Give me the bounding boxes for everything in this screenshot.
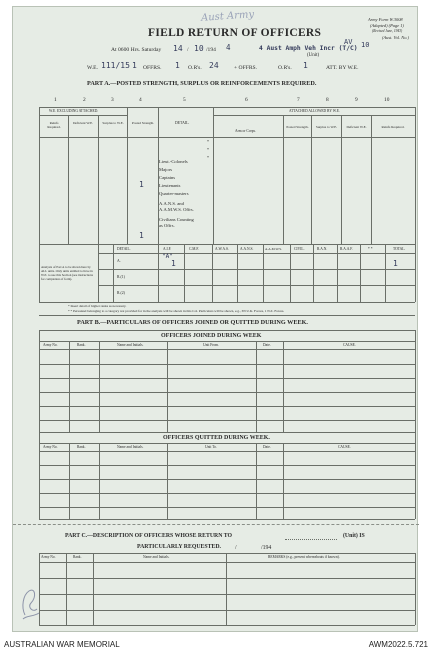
- analysis-header: * *: [368, 247, 373, 251]
- we-excluding-header: W.E. EXCLUDING ATTACHED.: [49, 109, 99, 113]
- quitted-header: Date.: [263, 445, 271, 449]
- rank-label: Civilians Counting: [159, 217, 194, 222]
- quitted-header: Name and Initials.: [117, 445, 144, 449]
- part-c-line2-end: /194: [261, 545, 272, 551]
- unit-name: 4 Aust Amph Veh Incr (T/C): [259, 45, 358, 52]
- joined-header: Name and Initials.: [117, 343, 144, 347]
- part-a-title: PART A.—POSTED STRENGTH, SURPLUS OR REINFORCEMENTS REQUIRED.: [87, 80, 317, 87]
- joined-header: CAUSE.: [343, 343, 356, 347]
- att-label: ATT. BY W.E.: [326, 65, 359, 71]
- date-day: 14: [173, 44, 183, 53]
- col-number: 7: [297, 97, 300, 103]
- analysis-note: Analysis of Part A to be shown here by ALL units. Only units entitled to have in W.E. to use this Section (see instructions for completion of form).: [41, 265, 93, 281]
- col-header-reinfs: Reinfs Required.: [47, 121, 61, 129]
- part-b-title: PART B.—PARTICULARS OF OFFICERS JOINED OR QUITTED DURING WEEK.: [77, 319, 308, 326]
- col-number: 10: [384, 97, 390, 103]
- analysis-row-label: R.(1): [117, 275, 125, 279]
- col-header-surplus-att: Surplus to W.E.: [315, 125, 338, 129]
- form-sheet: Aust Army Army Form W.3008 (Adapted) (Page 1) (Revised June, 1943) (Aust. Vol. No.) FIELD RETURN OF OFFICERS At 0600 Hrs. Saturday 14 / 10 /194 4 4 Aust Amph Veh Incr (T/C) AV 10 (Unit) W.E. 111/15 1 OFFRS. 1 O.R's. 24 + OFFRS. O.R's. 1 ATT. BY W.E. PART A.—POSTED STRENGTH, SURPLUS OR REINFORCEMENTS REQUIRED. 1 2 3 4 5 6 7 8 9 10 W.E. EXCLUDING ATTACHED. ATTACHED ALLOWED BY W.E. Reinfs Required. Deficient W.E. Surplus to W.E. Posted Strength. DETAIL. Arm or Corps. Posted Strength. Surplus to W.E. Deficient W.E. Reinfs Required. * * * Lieut.-Colonels Majors Captains Lieutenants Quarter-masters A.A.N.S. and A.A.M.W.S. Offrs. Civilians Counting as Offrs. 1 1 Analysis of Part A to be shown here by ALL units. Only units entitled to have in W.E. to use this Section (see instructions for completion of form). DETAIL. A. R.(1) R.(2) A.I.F. C.M.F. A.W.A.S. A.A.N.S. A.A.M.W.S. CIVIL. R.A.N. R.A.A.F. * * TOTAL. "A" 1 1 * Insert detail of higher ranks as necessary. * * Personnel belonging to a category not provided for in the analysis will be shown in this Col. Particulars will be shown, e.g., 3N U.K. Forces, 1 N.Z. Forces. PART B.—PARTICULARS OF OFFICERS JOINED OR QUITTED DURING WEEK. OFFICERS JOINED DURING WEEK Army No. Rank. Name and Initials. Unit From. Date. CAUSE. OFFICERS QUITTED DURING WEEK. Army No. Rank. Name and Initials. Unit To. Date. CAUSE. PART C.—DESCRIPTION OF OFFICERS WHOSE RETURN TO (Unit) IS PARTICULARLY REQUESTED. / /194 Army No. Rank. Name and Initials. REMARKS (e.g., present whereabouts if known).: [12, 6, 418, 632]
- analysis-detail-label: DETAIL.: [117, 247, 131, 251]
- form-id-line1: Army Form W.3008: [368, 17, 403, 22]
- analysis-header: A.A.N.S.: [240, 247, 254, 251]
- footnote-2: * * Personnel belonging to a category not provided for in the analysis will be shown in this Col. Particulars will be shown, e.g., 3N U.K. Forces, 1 N.Z. Forces.: [68, 309, 285, 313]
- offrs-value: 1: [175, 61, 180, 70]
- at-label: At 0600 Hrs. Saturday: [111, 47, 162, 53]
- joined-header: Army No.: [43, 343, 58, 347]
- col-number: 3: [111, 97, 114, 103]
- rank-label: Quarter-masters: [159, 191, 189, 196]
- rank-label: Majors: [159, 167, 173, 172]
- unit-code: AV: [344, 38, 353, 46]
- analysis-header: A.I.F.: [163, 247, 172, 251]
- posted-strength-total: 1: [139, 231, 144, 240]
- form-id-line3: (Revised June, 1943): [372, 29, 403, 33]
- analysis-header: A.A.M.W.S.: [265, 247, 282, 251]
- col-header-arm: Arm or Corps.: [235, 129, 256, 133]
- form-id-line4: (Aust. Vol. No.): [382, 35, 409, 40]
- col-header-posted-att: Posted Strength.: [286, 125, 309, 129]
- col-number: 9: [355, 97, 358, 103]
- unit-label: (Unit): [307, 53, 320, 58]
- footnote-1: * Insert detail of higher ranks as necessary.: [68, 304, 127, 308]
- rank-label: A.A.M.W.S. Offrs.: [159, 207, 194, 212]
- we-extra: 1: [132, 61, 137, 70]
- joined-header: Rank.: [77, 343, 86, 347]
- aif-mark: "A": [162, 253, 173, 260]
- posted-strength-lieut: 1: [139, 180, 144, 189]
- pencil-scribble-icon: [17, 585, 43, 621]
- we-label: W.E.: [87, 65, 98, 71]
- col-number: 8: [326, 97, 329, 103]
- grid-line: [39, 107, 415, 108]
- part-c-line1-end: (Unit) IS: [343, 533, 365, 539]
- quitted-header: Army No.: [43, 445, 58, 449]
- analysis-header: A.W.A.S.: [215, 247, 229, 251]
- analysis-row-label: A.: [117, 259, 121, 263]
- part-c-header: Name and Initials.: [143, 555, 170, 559]
- footer-right: AWM2022.5.721: [368, 640, 428, 649]
- col-header-deficient-att: Deficient W.E.: [346, 125, 367, 129]
- quitted-header: Rank.: [77, 445, 86, 449]
- joined-header: Unit From.: [203, 343, 219, 347]
- col-number: 1: [54, 97, 57, 103]
- analysis-header: R.A.N.: [317, 247, 328, 251]
- part-c-header: REMARKS (e.g., present whereabouts if known).: [268, 555, 340, 559]
- col-header-surplus: Surplus to W.E.: [102, 121, 124, 125]
- quitted-header: Unit To.: [205, 445, 217, 449]
- ors2-value: 1: [303, 61, 308, 70]
- date-month: 10: [194, 44, 204, 53]
- analysis-header: C.M.F.: [189, 247, 199, 251]
- quitted-title: OFFICERS QUITTED DURING WEEK.: [163, 435, 270, 441]
- col-header-posted: Posted Strength.: [131, 121, 155, 125]
- offrs2-label: + OFFRS.: [234, 65, 258, 71]
- we-value: 111/15: [101, 61, 130, 70]
- rank-label: as Offrs.: [159, 223, 175, 228]
- form-id-line2: (Adapted) (Page 1): [370, 23, 404, 28]
- aif-value: 1: [171, 259, 176, 268]
- rank-label: Captains: [159, 175, 176, 180]
- analysis-row-label: R.(2): [117, 291, 125, 295]
- analysis-header: R.A.A.F.: [340, 247, 353, 251]
- part-c-line1: PART C.—DESCRIPTION OF OFFICERS WHOSE RETURN TO: [65, 533, 233, 539]
- col-header-deficient: Deficient W.E.: [72, 121, 94, 125]
- ors2-label: O.R's.: [278, 65, 292, 71]
- rank-label: A.A.N.S. and: [159, 201, 184, 206]
- part-c-header: Rank.: [73, 555, 82, 559]
- rank-label: Lieutenants: [159, 183, 181, 188]
- analysis-header: CIVIL.: [294, 247, 305, 251]
- analysis-header: TOTAL.: [393, 247, 406, 251]
- part-c-header: Army No.: [41, 555, 56, 559]
- footer-left: AUSTRALIAN WAR MEMORIAL: [4, 640, 120, 649]
- footer-bar: [0, 637, 432, 653]
- unit-num: 10: [361, 41, 370, 49]
- col-number: 6: [245, 97, 248, 103]
- attached-header: ATTACHED ALLOWED BY W.E.: [289, 109, 340, 113]
- col-header-reinfs-att: Reinfs Required.: [381, 125, 405, 129]
- form-title: FIELD RETURN OF OFFICERS: [148, 27, 322, 39]
- offrs-label: OFFRS.: [143, 65, 162, 71]
- col-number: 4: [139, 97, 142, 103]
- ors-label: O.R's.: [188, 65, 202, 71]
- part-c-line2: PARTICULARLY REQUESTED.: [137, 544, 221, 550]
- year-prefix: /194: [206, 47, 216, 53]
- joined-title: OFFICERS JOINED DURING WEEK: [161, 333, 262, 339]
- col-number: 2: [83, 97, 86, 103]
- quitted-header: CAUSE.: [338, 445, 351, 449]
- year-digit: 4: [226, 43, 231, 52]
- ors-value: 24: [209, 61, 219, 70]
- rank-label: Lieut.-Colonels: [159, 159, 188, 164]
- total-value: 1: [393, 259, 398, 268]
- col-header-detail: DETAIL.: [175, 121, 190, 125]
- joined-header: Date.: [263, 343, 271, 347]
- col-number: 5: [183, 97, 186, 103]
- pencil-annotation: Aust Army: [200, 9, 255, 24]
- tear-line: [13, 524, 419, 525]
